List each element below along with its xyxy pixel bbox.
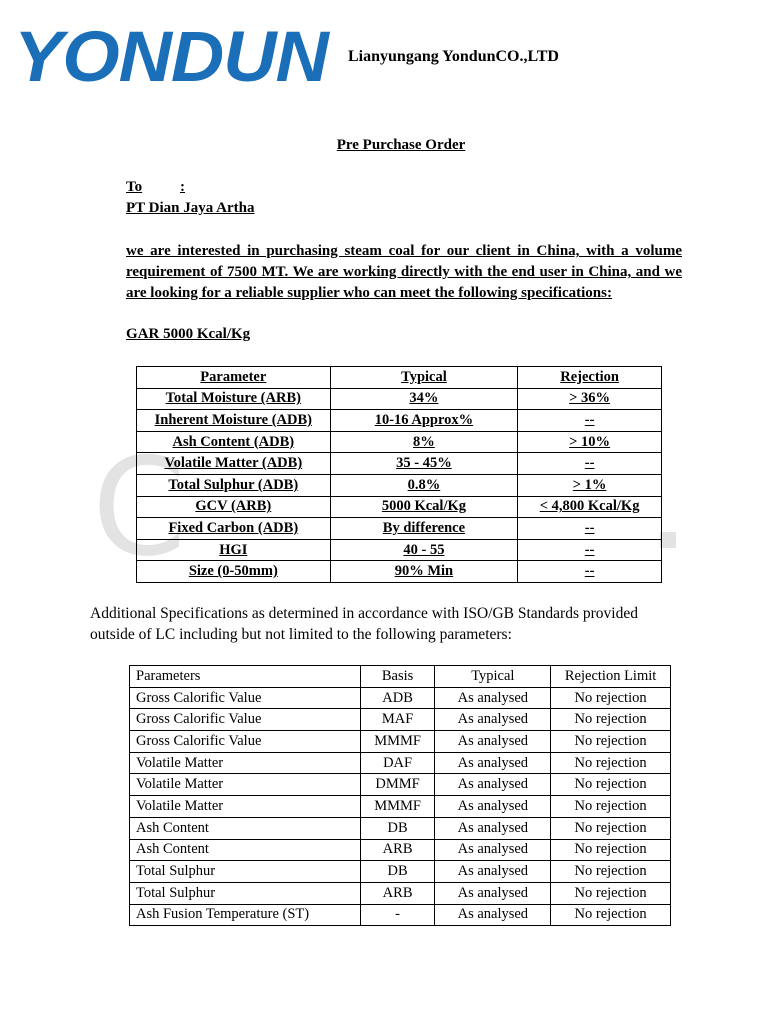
- typical-cell: As analysed: [435, 861, 551, 883]
- basis-cell: ARB: [360, 839, 435, 861]
- spec-table-row: [137, 518, 662, 540]
- additional-spec-table: [129, 665, 671, 926]
- rejection-limit-cell: No rejection: [551, 709, 671, 731]
- parameter-cell: Ash Fusion Temperature (ST): [130, 904, 361, 926]
- spec-table-row: [137, 561, 662, 583]
- typical-cell: As analysed: [435, 817, 551, 839]
- typical-cell: 8%: [330, 431, 518, 453]
- parameter-cell: Fixed Carbon (ADB): [137, 518, 331, 540]
- additional-table-row: [130, 709, 671, 731]
- typical-cell: As analysed: [435, 882, 551, 904]
- parameter-cell: Inherent Moisture (ADB): [137, 410, 331, 432]
- basis-cell: MMMF: [360, 731, 435, 753]
- rejection-cell: > 36%: [518, 388, 662, 410]
- additional-specs-text: Additional Specifications as determined in accordance with ISO/GB Standards provided outside of LC including but not limited to the following parameters:: [90, 605, 638, 643]
- rejection-cell: --: [518, 453, 662, 475]
- coal-grade: GAR 5000 Kcal/Kg: [126, 326, 251, 342]
- basis-cell: DB: [360, 861, 435, 883]
- header-parameters: Parameters: [130, 666, 361, 688]
- typical-cell: As analysed: [435, 709, 551, 731]
- spec-table-row: [137, 431, 662, 453]
- header-rejection-limit: Rejection Limit: [551, 666, 671, 688]
- parameter-cell: Ash Content: [130, 839, 361, 861]
- rejection-cell: > 10%: [518, 431, 662, 453]
- rejection-cell: --: [518, 561, 662, 583]
- rejection-cell: < 4,800 Kcal/Kg: [518, 496, 662, 518]
- to-label: To: [126, 179, 143, 195]
- basis-cell: MAF: [360, 709, 435, 731]
- spec-table-row: [137, 539, 662, 561]
- typical-cell: As analysed: [435, 904, 551, 926]
- rejection-limit-cell: No rejection: [551, 861, 671, 883]
- header-basis: Basis: [360, 666, 435, 688]
- parameter-cell: HGI: [137, 539, 331, 561]
- typical-cell: 90% Min: [330, 561, 518, 583]
- rejection-limit-cell: No rejection: [551, 752, 671, 774]
- to-colon: :: [180, 179, 185, 195]
- parameter-cell: Total Sulphur (ADB): [137, 474, 331, 496]
- intro-paragraph: we are interested in purchasing steam coal for our client in China, with a volume requirement of 7500 MT. We are working directly with the end user in China, and we are looking for a reliable supplier who can meet the following specifications:: [126, 243, 682, 301]
- watermark-letter: C: [92, 429, 195, 586]
- additional-table-header: [130, 666, 671, 688]
- header-typical: Typical: [330, 367, 518, 389]
- parameter-cell: GCV (ARB): [137, 496, 331, 518]
- parameter-cell: Total Moisture (ARB): [137, 388, 331, 410]
- spec-table-row: [137, 453, 662, 475]
- parameter-cell: Volatile Matter: [130, 752, 361, 774]
- typical-cell: By difference: [330, 518, 518, 540]
- rejection-cell: --: [518, 410, 662, 432]
- parameter-cell: Ash Content: [130, 817, 361, 839]
- typical-cell: As analysed: [435, 752, 551, 774]
- watermark-mark: [660, 532, 676, 548]
- additional-table-row: [130, 752, 671, 774]
- header-typical: Typical: [435, 666, 551, 688]
- rejection-limit-cell: No rejection: [551, 687, 671, 709]
- typical-cell: As analysed: [435, 687, 551, 709]
- typical-cell: 0.8%: [330, 474, 518, 496]
- spec-table-header: [137, 367, 662, 389]
- additional-table-row: [130, 882, 671, 904]
- parameter-cell: Volatile Matter: [130, 796, 361, 818]
- rejection-limit-cell: No rejection: [551, 817, 671, 839]
- rejection-limit-cell: No rejection: [551, 774, 671, 796]
- parameter-cell: Gross Calorific Value: [130, 731, 361, 753]
- typical-cell: As analysed: [435, 774, 551, 796]
- basis-cell: DAF: [360, 752, 435, 774]
- additional-table-row: [130, 839, 671, 861]
- parameter-cell: Ash Content (ADB): [137, 431, 331, 453]
- company-logo: YONDUN: [14, 18, 328, 97]
- typical-cell: 10-16 Approx%: [330, 410, 518, 432]
- rejection-limit-cell: No rejection: [551, 839, 671, 861]
- additional-table-row: [130, 904, 671, 926]
- company-name: Lianyungang YondunCO.,LTD: [348, 48, 559, 65]
- header-rejection: Rejection: [518, 367, 662, 389]
- basis-cell: DB: [360, 817, 435, 839]
- parameter-cell: Total Sulphur: [130, 882, 361, 904]
- typical-cell: As analysed: [435, 731, 551, 753]
- spec-table-row: [137, 496, 662, 518]
- rejection-cell: --: [518, 518, 662, 540]
- basis-cell: ARB: [360, 882, 435, 904]
- parameter-cell: Gross Calorific Value: [130, 709, 361, 731]
- typical-cell: 5000 Kcal/Kg: [330, 496, 518, 518]
- typical-cell: As analysed: [435, 839, 551, 861]
- basis-cell: DMMF: [360, 774, 435, 796]
- typical-cell: 40 - 55: [330, 539, 518, 561]
- document-title: Pre Purchase Order: [336, 137, 466, 153]
- rejection-cell: --: [518, 539, 662, 561]
- rejection-cell: > 1%: [518, 474, 662, 496]
- typical-cell: As analysed: [435, 796, 551, 818]
- additional-table-row: [130, 796, 671, 818]
- spec-table-row: [137, 410, 662, 432]
- parameter-cell: Volatile Matter (ADB): [137, 453, 331, 475]
- header-parameter: Parameter: [137, 367, 331, 389]
- basis-cell: -: [360, 904, 435, 926]
- parameter-cell: Volatile Matter: [130, 774, 361, 796]
- spec-table: [136, 366, 662, 583]
- rejection-limit-cell: No rejection: [551, 882, 671, 904]
- parameter-cell: Total Sulphur: [130, 861, 361, 883]
- parameter-cell: Gross Calorific Value: [130, 687, 361, 709]
- additional-table-row: [130, 687, 671, 709]
- basis-cell: ADB: [360, 687, 435, 709]
- typical-cell: 34%: [330, 388, 518, 410]
- typical-cell: 35 - 45%: [330, 453, 518, 475]
- additional-table-row: [130, 774, 671, 796]
- basis-cell: MMMF: [360, 796, 435, 818]
- additional-table-row: [130, 817, 671, 839]
- additional-table-row: [130, 731, 671, 753]
- spec-table-row: [137, 474, 662, 496]
- parameter-cell: Size (0-50mm): [137, 561, 331, 583]
- rejection-limit-cell: No rejection: [551, 904, 671, 926]
- rejection-limit-cell: No rejection: [551, 731, 671, 753]
- additional-table-row: [130, 861, 671, 883]
- recipient-name: PT Dian Jaya Artha: [126, 200, 255, 216]
- rejection-limit-cell: No rejection: [551, 796, 671, 818]
- spec-table-row: [137, 388, 662, 410]
